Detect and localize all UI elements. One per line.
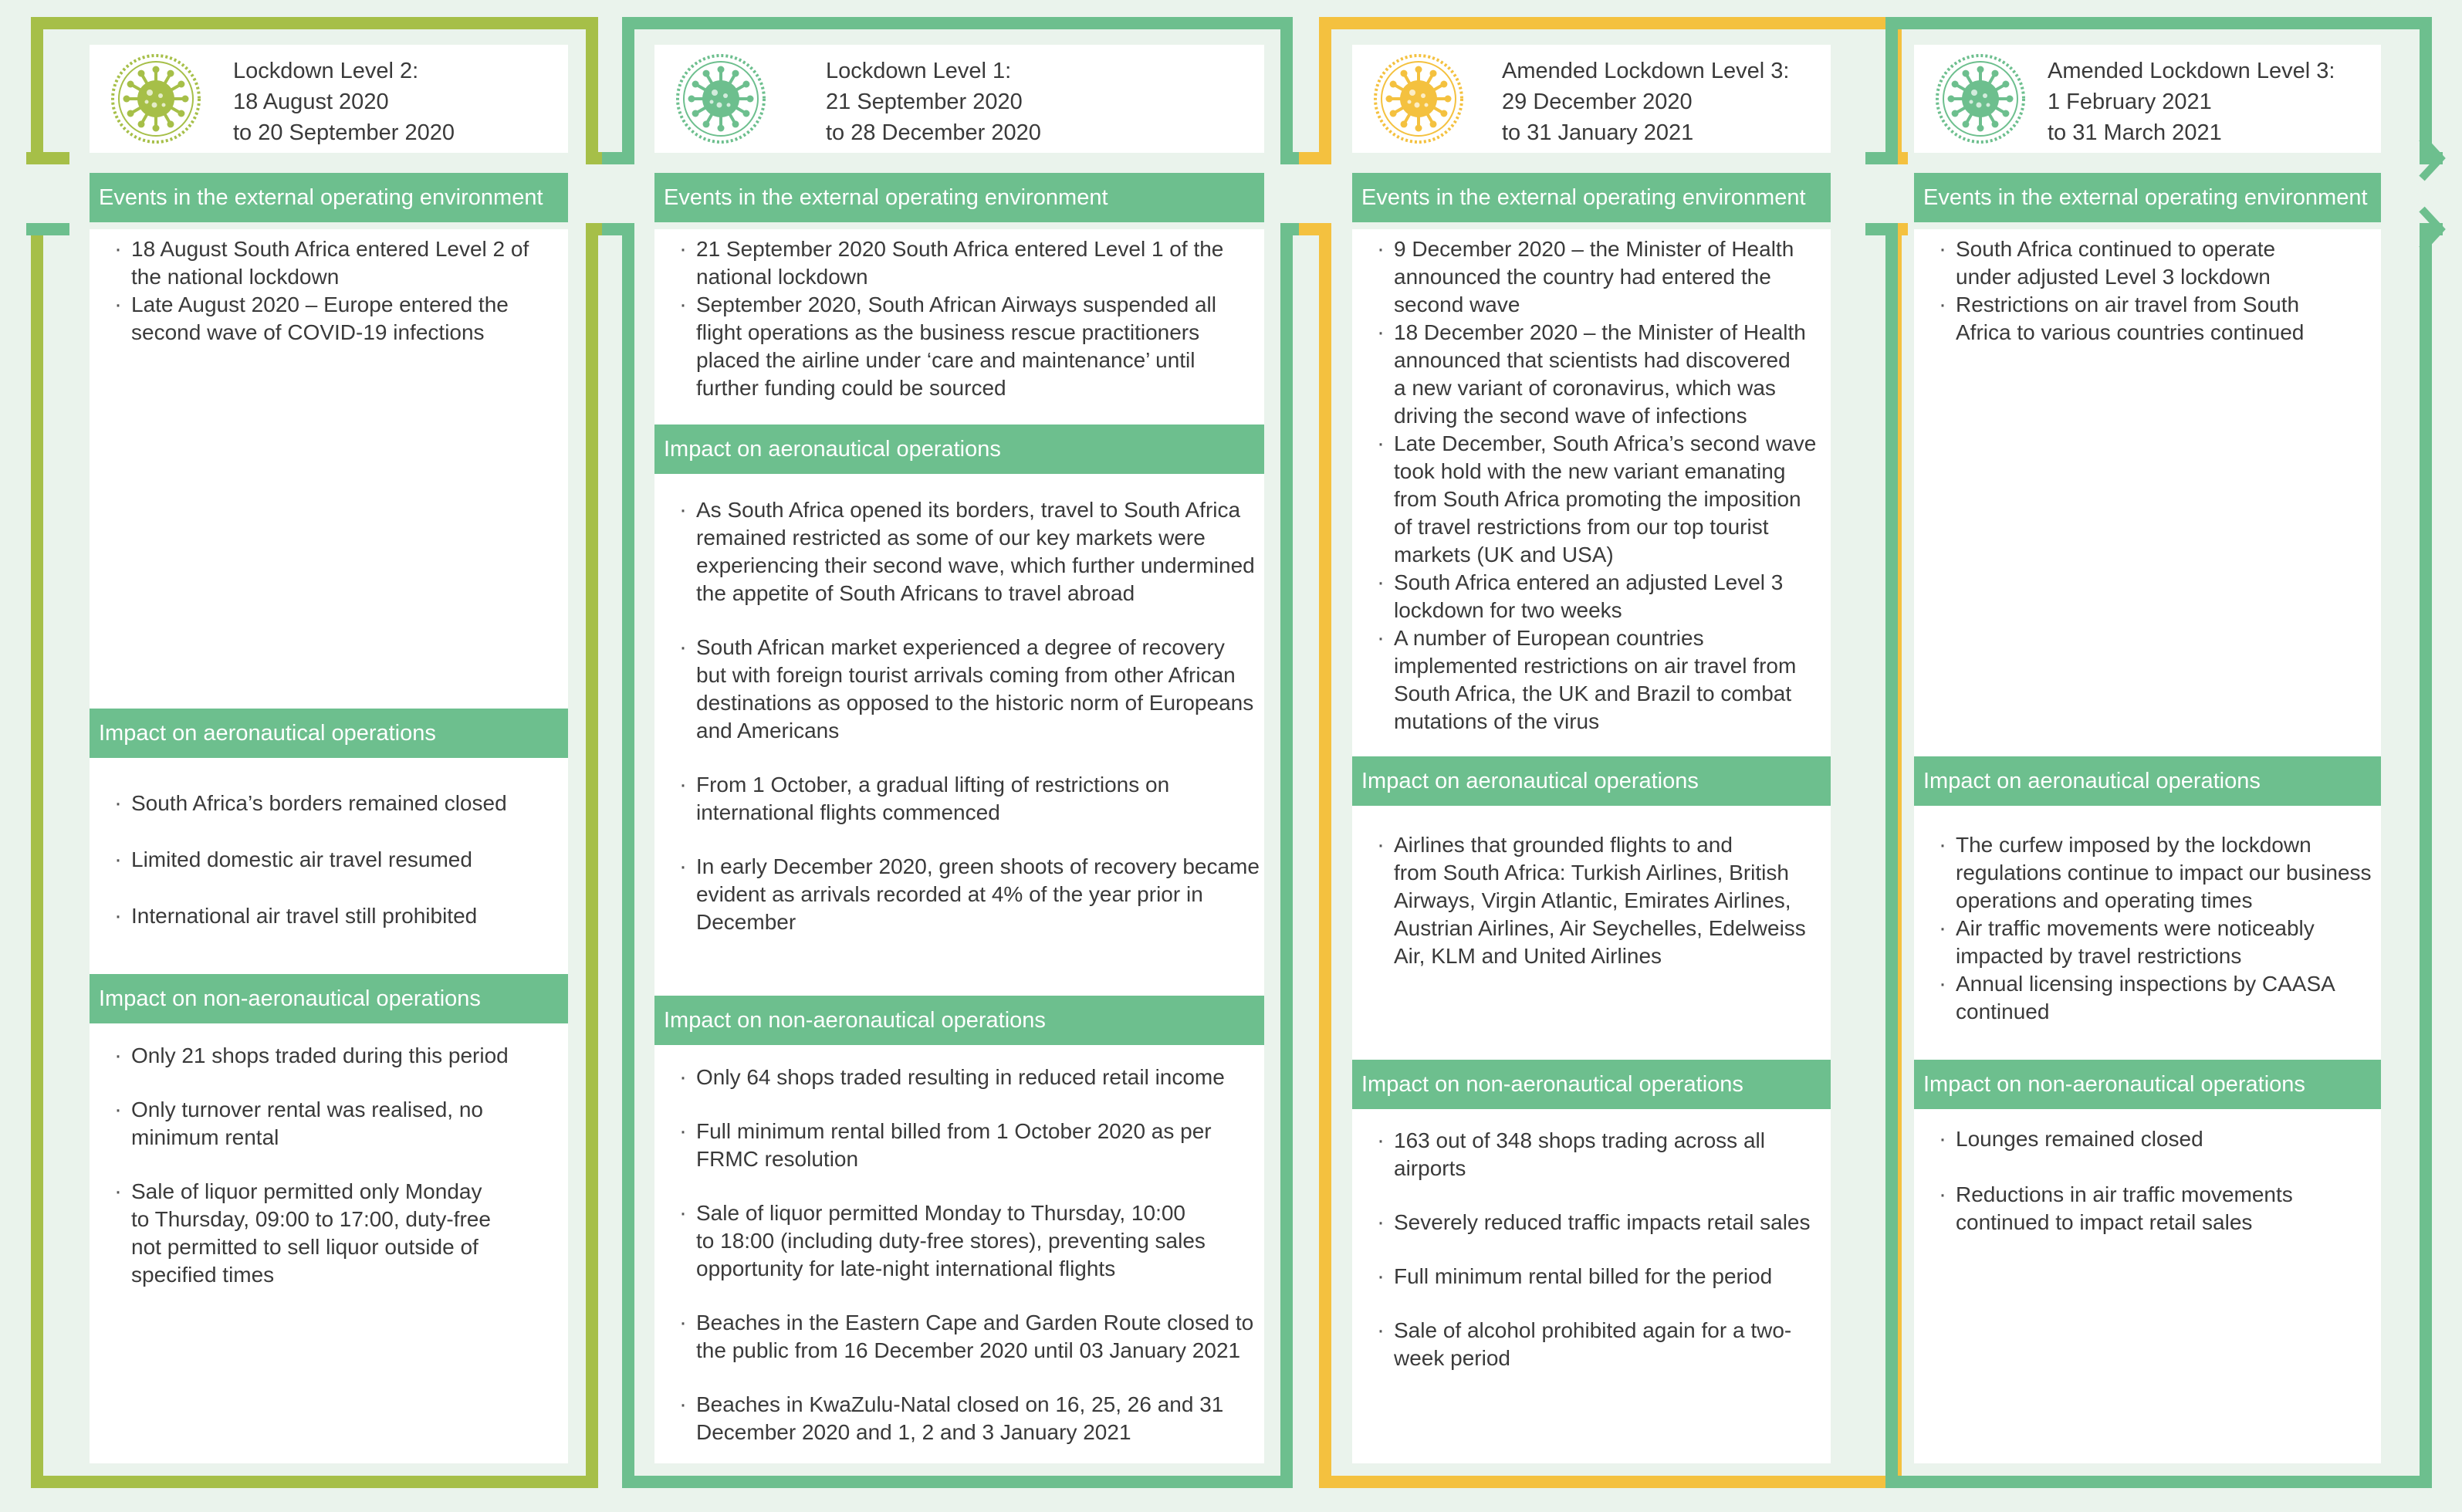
list-item: [113, 235, 576, 291]
list-item-line: · Restrictions on air travel from South: [1956, 293, 2300, 316]
lockdown-period-header: [1914, 45, 2381, 153]
frame-bottom-edge: [1319, 1476, 1902, 1488]
list-item-line: remained restricted as some of our key markets were: [696, 526, 1206, 550]
list-item-line: · 9 December 2020 – the Minister of Health: [1394, 237, 1794, 261]
bullet-list: [1937, 1125, 2389, 1236]
timeline-segment-upper: [602, 152, 634, 164]
events-section-header: Events in the external operating environment: [1914, 173, 2381, 222]
period-title: [233, 56, 455, 148]
list-item-line: December: [696, 910, 796, 934]
list-item-line: South Africa, the UK and Brazil to combat: [1394, 682, 1792, 705]
list-item-line: · Air traffic movements were noticeably: [1956, 916, 2315, 940]
list-item-line: · International air travel still prohibited: [131, 904, 478, 928]
lockdown-level-label: Amended Lockdown Level 3:: [1502, 59, 1790, 83]
list-item-line: · Severely reduced traffic impacts retail sales: [1394, 1210, 1811, 1234]
timeline-start-lower: [26, 223, 69, 235]
list-item-line: placed the airline under ‘care and maintenance’ until: [696, 348, 1195, 372]
frame-right-edge-lower: [2420, 229, 2432, 1488]
list-item-line: continued to impact retail sales: [1956, 1210, 2253, 1234]
bullet-list: [678, 496, 1272, 936]
list-item: [678, 291, 1272, 402]
list-item: [1937, 970, 2389, 1026]
list-item-line: mutations of the virus: [1394, 709, 1600, 733]
list-item-line: a new variant of coronavirus, which was: [1394, 376, 1776, 400]
list-item-line: from South Africa promoting the imposition: [1394, 487, 1801, 511]
list-item-line: December 2020 and 1, 2 and 3 January 2021: [696, 1420, 1131, 1444]
events-section-header: Events in the external operating environment: [654, 173, 1264, 222]
virus-icon: [1934, 52, 2027, 145]
frame-top-edge: [1319, 17, 1902, 29]
aeronautical-section-header: Impact on aeronautical operations: [1352, 756, 1831, 806]
list-item-line: markets (UK and USA): [1394, 543, 1614, 567]
bullet-list: [678, 1064, 1272, 1446]
list-item-line: to Thursday, 09:00 to 17:00, duty-free: [131, 1207, 491, 1231]
list-item-line: second wave of COVID-19 infections: [131, 320, 485, 344]
list-item-line: further funding could be sourced: [696, 376, 1006, 400]
list-item-line: · Annual licensing inspections by CAASA: [1956, 972, 2335, 996]
list-item-line: · South African market experienced a degree of recovery: [696, 635, 1225, 659]
list-item-line: · 21 September 2020 South Africa entered Level 1 of the: [696, 237, 1224, 261]
list-item-line: · Airlines that grounded flights to and: [1394, 833, 1733, 857]
list-item-line: opportunity for late-night international flights: [696, 1257, 1116, 1280]
non-aeronautical-section-header: Impact on non-aeronautical operations: [1914, 1060, 2381, 1109]
list-item-line: · South Africa entered an adjusted Level 3: [1394, 570, 1784, 594]
list-item-line: destinations as opposed to the historic norm of Europeans: [696, 691, 1254, 715]
lockdown-level-label: Lockdown Level 1:: [826, 59, 1012, 83]
list-item-line: flight operations as the business rescue practitioners: [696, 320, 1200, 344]
list-item: [113, 1042, 576, 1070]
frame-right-edge-lower: [586, 229, 598, 1488]
virus-icon: [110, 52, 202, 145]
list-item-line: · 18 December 2020 – the Minister of Health: [1394, 320, 1806, 344]
list-item-line: and Americans: [696, 719, 840, 742]
list-item-line: · A number of European countries: [1394, 626, 1704, 650]
frame-top-edge: [1885, 17, 2432, 29]
non-aeronautical-section-header: Impact on non-aeronautical operations: [1352, 1060, 1831, 1109]
frame-right-stub-upper: [1280, 152, 1299, 164]
list-item-line: the public from 16 December 2020 until 03 January 2021: [696, 1338, 1241, 1362]
list-item-line: · The curfew imposed by the lockdown: [1956, 833, 2312, 857]
bullet-list: [1937, 235, 2389, 347]
list-item-line: minimum rental: [131, 1125, 279, 1149]
list-item-line: · Only turnover rental was realised, no: [131, 1098, 483, 1121]
list-item-line: · South Africa’s borders remained closed: [131, 791, 507, 815]
list-item: [678, 235, 1272, 291]
list-item: [678, 634, 1272, 745]
frame-left-edge-lower: [31, 229, 43, 1488]
list-item-line: operations and operating times: [1956, 888, 2253, 912]
list-item-line: · Late August 2020 – Europe entered the: [131, 293, 509, 316]
list-item-line: second wave: [1394, 293, 1520, 316]
list-item: [678, 853, 1272, 936]
list-item: [113, 291, 576, 347]
lockdown-period-header: [1352, 45, 1831, 153]
list-item-line: · 18 August South Africa entered Level 2 of: [131, 237, 529, 261]
frame-left-edge-lower: [1319, 229, 1331, 1488]
arrow-right-icon: [2416, 134, 2447, 183]
bullet-list: [113, 1042, 576, 1289]
list-item-line: · From 1 October, a gradual lifting of restrictions on: [696, 773, 1170, 797]
list-item-line: lockdown for two weeks: [1394, 598, 1622, 622]
frame-right-edge-upper: [1280, 17, 1293, 158]
list-item: [113, 846, 576, 874]
list-item-line: · Sale of liquor permitted Monday to Thursday, 10:00: [696, 1201, 1185, 1225]
aeronautical-section-header: Impact on aeronautical operations: [1914, 756, 2381, 806]
list-item-line: specified times: [131, 1263, 275, 1287]
frame-top-edge: [31, 17, 598, 29]
period-title: [826, 56, 1041, 148]
aeronautical-section-header: Impact on aeronautical operations: [90, 709, 568, 758]
date-range-line: 21 September 2020: [826, 90, 1023, 114]
arrow-right-icon: [2416, 205, 2447, 254]
events-section-header: Events in the external operating environment: [90, 173, 568, 222]
list-item: [678, 1118, 1272, 1173]
bullet-list: [113, 790, 576, 930]
list-item-line: · Only 64 shops traded resulting in reduced retail income: [696, 1065, 1225, 1089]
list-item-line: · Late December, South Africa’s second wave: [1394, 431, 1817, 455]
list-item: [1937, 291, 2389, 347]
frame-left-edge-upper: [31, 17, 43, 158]
list-item: [1937, 831, 2389, 915]
frame-left-edge-upper: [1319, 17, 1331, 158]
date-range-line: to 20 September 2020: [233, 120, 455, 145]
list-item-line: · Sale of liquor permitted only Monday: [131, 1179, 482, 1203]
frame-left-edge-upper: [622, 17, 634, 158]
lockdown-period-header: [654, 45, 1264, 153]
list-item-line: · South Africa continued to operate: [1956, 237, 2276, 261]
list-item-line: the appetite of South Africans to travel abroad: [696, 581, 1135, 605]
list-item-line: continued: [1956, 1000, 2050, 1023]
list-item-line: not permitted to sell liquor outside of: [131, 1235, 479, 1259]
date-range-line: 18 August 2020: [233, 90, 389, 114]
list-item: [1937, 1181, 2389, 1236]
list-item: [113, 1178, 576, 1289]
lockdown-period-header: [90, 45, 568, 153]
frame-left-edge-lower: [1885, 229, 1898, 1488]
frame-bottom-edge: [622, 1476, 1293, 1488]
list-item: [678, 771, 1272, 827]
list-item-line: experiencing their second wave, which further undermined: [696, 553, 1255, 577]
list-item-line: took hold with the new variant emanating: [1394, 459, 1786, 483]
list-item: [1937, 915, 2389, 970]
list-item-line: · 163 out of 348 shops trading across all: [1394, 1128, 1765, 1152]
aeronautical-section-header: Impact on aeronautical operations: [654, 425, 1264, 474]
virus-icon: [675, 52, 767, 145]
list-item-line: international flights commenced: [696, 800, 1000, 824]
list-item-line: · In early December 2020, green shoots of recovery became: [696, 854, 1260, 878]
bullet-list: [678, 235, 1272, 402]
list-item-line: · Reductions in air traffic movements: [1956, 1182, 2293, 1206]
list-item: [1375, 624, 1838, 736]
list-item-line: Africa to various countries continued: [1956, 320, 2305, 344]
frame-bottom-edge: [31, 1476, 598, 1488]
timeline-start-upper: [26, 152, 69, 164]
list-item-line: announced that scientists had discovered: [1394, 348, 1791, 372]
list-item-line: but with foreign tourist arrivals coming from other African: [696, 663, 1236, 687]
list-item-line: from South Africa: Turkish Airlines, British: [1394, 861, 1789, 885]
list-item-line: FRMC resolution: [696, 1147, 859, 1171]
lockdown-level-label: Amended Lockdown Level 3:: [2048, 59, 2335, 83]
list-item: [1375, 831, 1838, 970]
list-item: [1375, 1209, 1838, 1236]
list-item-line: · Sale of alcohol prohibited again for a two-: [1394, 1318, 1792, 1342]
date-range-line: to 28 December 2020: [826, 120, 1041, 145]
frame-right-stub-lower: [1280, 223, 1299, 235]
list-item: [1937, 1125, 2389, 1153]
list-item-line: driving the second wave of infections: [1394, 404, 1747, 428]
bullet-list: [1375, 831, 1838, 970]
list-item-line: · Full minimum rental billed for the period: [1394, 1264, 1773, 1288]
list-item-line: · September 2020, South African Airways suspended all: [696, 293, 1216, 316]
frame-right-edge-upper: [586, 17, 598, 158]
list-item: [113, 1096, 576, 1152]
list-item-line: the national lockdown: [131, 265, 340, 289]
list-item: [678, 496, 1272, 607]
list-item: [113, 902, 576, 930]
bullet-list: [113, 235, 576, 347]
list-item-line: Airways, Virgin Atlantic, Emirates Airlines,: [1394, 888, 1791, 912]
timeline-segment-lower: [1299, 223, 1331, 235]
list-item-line: · Limited domestic air travel resumed: [131, 847, 472, 871]
non-aeronautical-section-header: Impact on non-aeronautical operations: [90, 974, 568, 1023]
list-item: [1375, 235, 1838, 319]
bullet-list: [1375, 235, 1838, 736]
events-section-header: Events in the external operating environment: [1352, 173, 1831, 222]
list-item-line: under adjusted Level 3 lockdown: [1956, 265, 2271, 289]
date-range-line: to 31 March 2021: [2048, 120, 2222, 145]
list-item-line: national lockdown: [696, 265, 868, 289]
list-item-line: · Beaches in the Eastern Cape and Garden Route closed to: [696, 1311, 1254, 1334]
date-range-line: to 31 January 2021: [1502, 120, 1694, 145]
bullet-list: [1375, 1127, 1838, 1372]
list-item: [1375, 1317, 1838, 1372]
lockdown-level-label: Lockdown Level 2:: [233, 59, 419, 83]
list-item: [678, 1391, 1272, 1446]
list-item-line: · Full minimum rental billed from 1 October 2020 as per: [696, 1119, 1212, 1143]
bullet-list: [1937, 831, 2389, 1026]
list-item-line: Austrian Airlines, Air Seychelles, Edelweiss: [1394, 916, 1806, 940]
timeline-segment-lower: [602, 223, 634, 235]
list-item-line: airports: [1394, 1156, 1466, 1180]
list-item: [113, 790, 576, 817]
list-item-line: Air, KLM and United Airlines: [1394, 944, 1662, 968]
list-item-line: · Lounges remained closed: [1956, 1127, 2203, 1151]
period-title: [2048, 56, 2335, 148]
timeline-segment-lower: [1865, 223, 1898, 235]
list-item: [1375, 1263, 1838, 1290]
period-title: [1502, 56, 1789, 148]
list-item-line: evident as arrivals recorded at 4% of the year prior in: [696, 882, 1203, 906]
list-item: [1375, 430, 1838, 569]
list-item-line: to 18:00 (including duty-free stores), preventing sales: [696, 1229, 1206, 1253]
list-item: [1937, 235, 2389, 291]
frame-top-edge: [622, 17, 1293, 29]
list-item-line: · Beaches in KwaZulu-Natal closed on 16, 25, 26 and 31: [696, 1392, 1224, 1416]
virus-icon: [1372, 52, 1465, 145]
frame-bottom-edge: [1885, 1476, 2432, 1488]
list-item-line: announced the country had entered the: [1394, 265, 1771, 289]
timeline-segment-upper: [1299, 152, 1331, 164]
list-item-line: week period: [1394, 1346, 1510, 1370]
list-item-line: implemented restrictions on air travel from: [1394, 654, 1797, 678]
list-item: [678, 1064, 1272, 1091]
frame-left-edge-lower: [622, 229, 634, 1488]
list-item-line: regulations continue to impact our business: [1956, 861, 2372, 885]
list-item: [678, 1199, 1272, 1283]
list-item-line: · Only 21 shops traded during this period: [131, 1044, 509, 1067]
frame-right-edge-lower: [1280, 229, 1293, 1488]
list-item: [1375, 319, 1838, 430]
date-range-line: 1 February 2021: [2048, 90, 2212, 114]
list-item: [678, 1309, 1272, 1365]
timeline-segment-upper: [1865, 152, 1898, 164]
non-aeronautical-section-header: Impact on non-aeronautical operations: [654, 996, 1264, 1045]
list-item-line: · As South Africa opened its borders, travel to South Africa: [696, 498, 1241, 522]
list-item: [1375, 1127, 1838, 1182]
list-item-line: impacted by travel restrictions: [1956, 944, 2242, 968]
date-range-line: 29 December 2020: [1502, 90, 1693, 114]
list-item: [1375, 569, 1838, 624]
frame-left-edge-upper: [1885, 17, 1898, 158]
list-item-line: of travel restrictions from our top tourist: [1394, 515, 1769, 539]
